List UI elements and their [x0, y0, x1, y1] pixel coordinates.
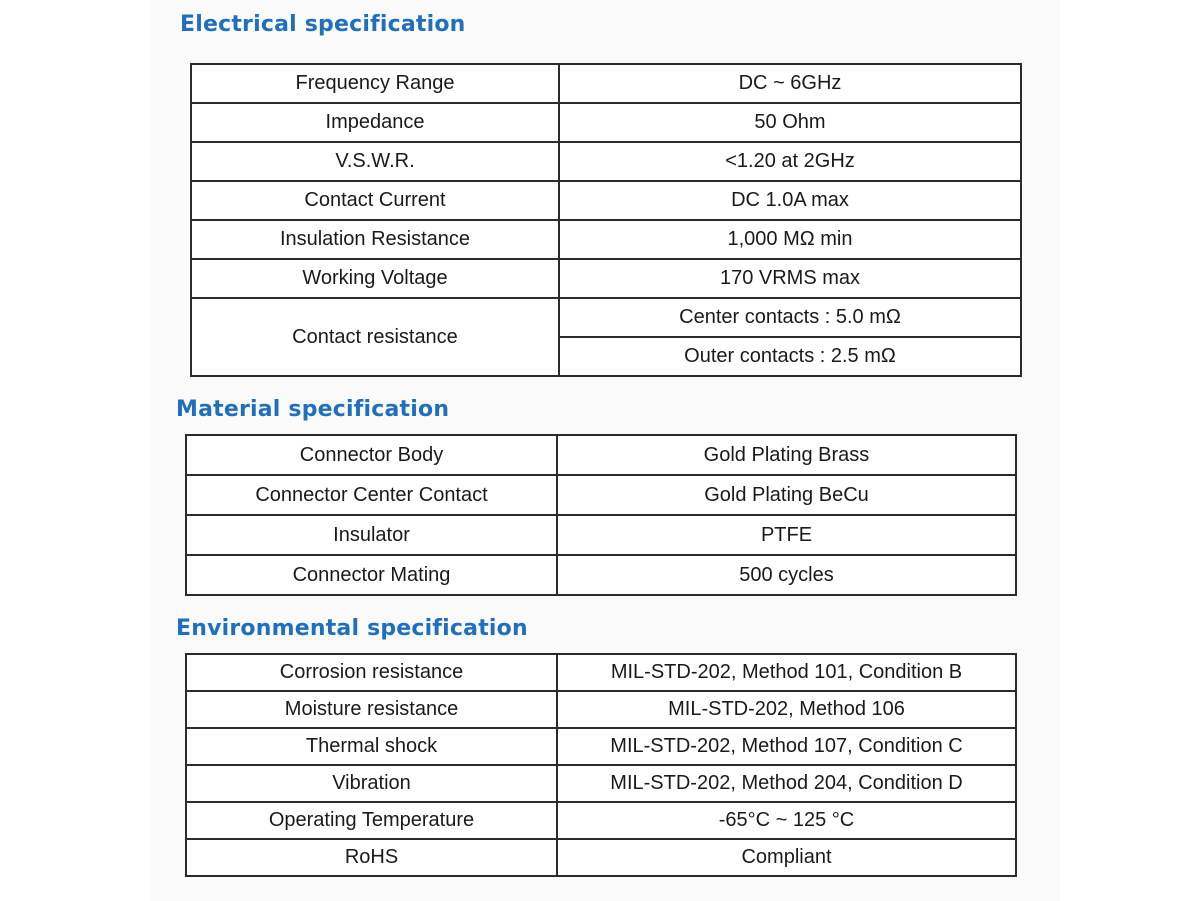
table-row	[186, 435, 1016, 475]
spec-value: MIL-STD-202, Method 101, Condition B	[557, 654, 1016, 691]
table-row	[186, 475, 1016, 515]
spec-label: V.S.W.R.	[191, 142, 559, 181]
spec-value: -65°C ~ 125 °C	[557, 802, 1016, 839]
spec-label: Connector Center Contact	[186, 475, 557, 515]
spec-value-outer-contacts: Outer contacts : 2.5 mΩ	[559, 337, 1021, 376]
spec-value: Compliant	[557, 839, 1016, 876]
table-row	[191, 220, 1021, 259]
table-row	[191, 181, 1021, 220]
spec-label: Operating Temperature	[186, 802, 557, 839]
material-spec-heading: Material specification	[176, 397, 450, 422]
spec-label: Frequency Range	[191, 64, 559, 103]
electrical-spec-heading: Electrical specification	[180, 12, 466, 37]
table-row	[191, 103, 1021, 142]
environmental-spec-heading: Environmental specification	[176, 616, 528, 641]
table-row	[186, 839, 1016, 876]
environmental-spec-table	[185, 653, 1017, 877]
spec-label: Connector Mating	[186, 555, 557, 595]
spec-value: Gold Plating BeCu	[557, 475, 1016, 515]
spec-label-contact-resistance: Contact resistance	[191, 298, 559, 376]
table-row	[186, 555, 1016, 595]
spec-label: Contact Current	[191, 181, 559, 220]
spec-value: 1,000 MΩ min	[559, 220, 1021, 259]
spec-label: RoHS	[186, 839, 557, 876]
spec-value: PTFE	[557, 515, 1016, 555]
table-row	[186, 802, 1016, 839]
spec-value: DC 1.0A max	[559, 181, 1021, 220]
spec-label: Moisture resistance	[186, 691, 557, 728]
spec-label: Thermal shock	[186, 728, 557, 765]
spec-value: 500 cycles	[557, 555, 1016, 595]
spec-label: Vibration	[186, 765, 557, 802]
spec-value: MIL-STD-202, Method 106	[557, 691, 1016, 728]
spec-value: 50 Ohm	[559, 103, 1021, 142]
electrical-spec-table	[190, 63, 1022, 377]
spec-label: Corrosion resistance	[186, 654, 557, 691]
table-row	[191, 142, 1021, 181]
spec-label: Connector Body	[186, 435, 557, 475]
spec-value: MIL-STD-202, Method 107, Condition C	[557, 728, 1016, 765]
table-row	[186, 691, 1016, 728]
material-spec-table	[185, 434, 1017, 596]
spec-value: 170 VRMS max	[559, 259, 1021, 298]
spec-label: Insulation Resistance	[191, 220, 559, 259]
spec-label: Impedance	[191, 103, 559, 142]
spec-value: DC ~ 6GHz	[559, 64, 1021, 103]
table-row	[186, 654, 1016, 691]
table-row	[191, 64, 1021, 103]
table-row	[191, 259, 1021, 298]
spec-label: Insulator	[186, 515, 557, 555]
spec-label: Working Voltage	[191, 259, 559, 298]
table-row	[186, 728, 1016, 765]
spec-value: <1.20 at 2GHz	[559, 142, 1021, 181]
table-row	[186, 515, 1016, 555]
spec-value: MIL-STD-202, Method 204, Condition D	[557, 765, 1016, 802]
spec-value-center-contacts: Center contacts : 5.0 mΩ	[559, 298, 1021, 337]
spec-value: Gold Plating Brass	[557, 435, 1016, 475]
table-row	[186, 765, 1016, 802]
table-row	[191, 298, 1021, 337]
